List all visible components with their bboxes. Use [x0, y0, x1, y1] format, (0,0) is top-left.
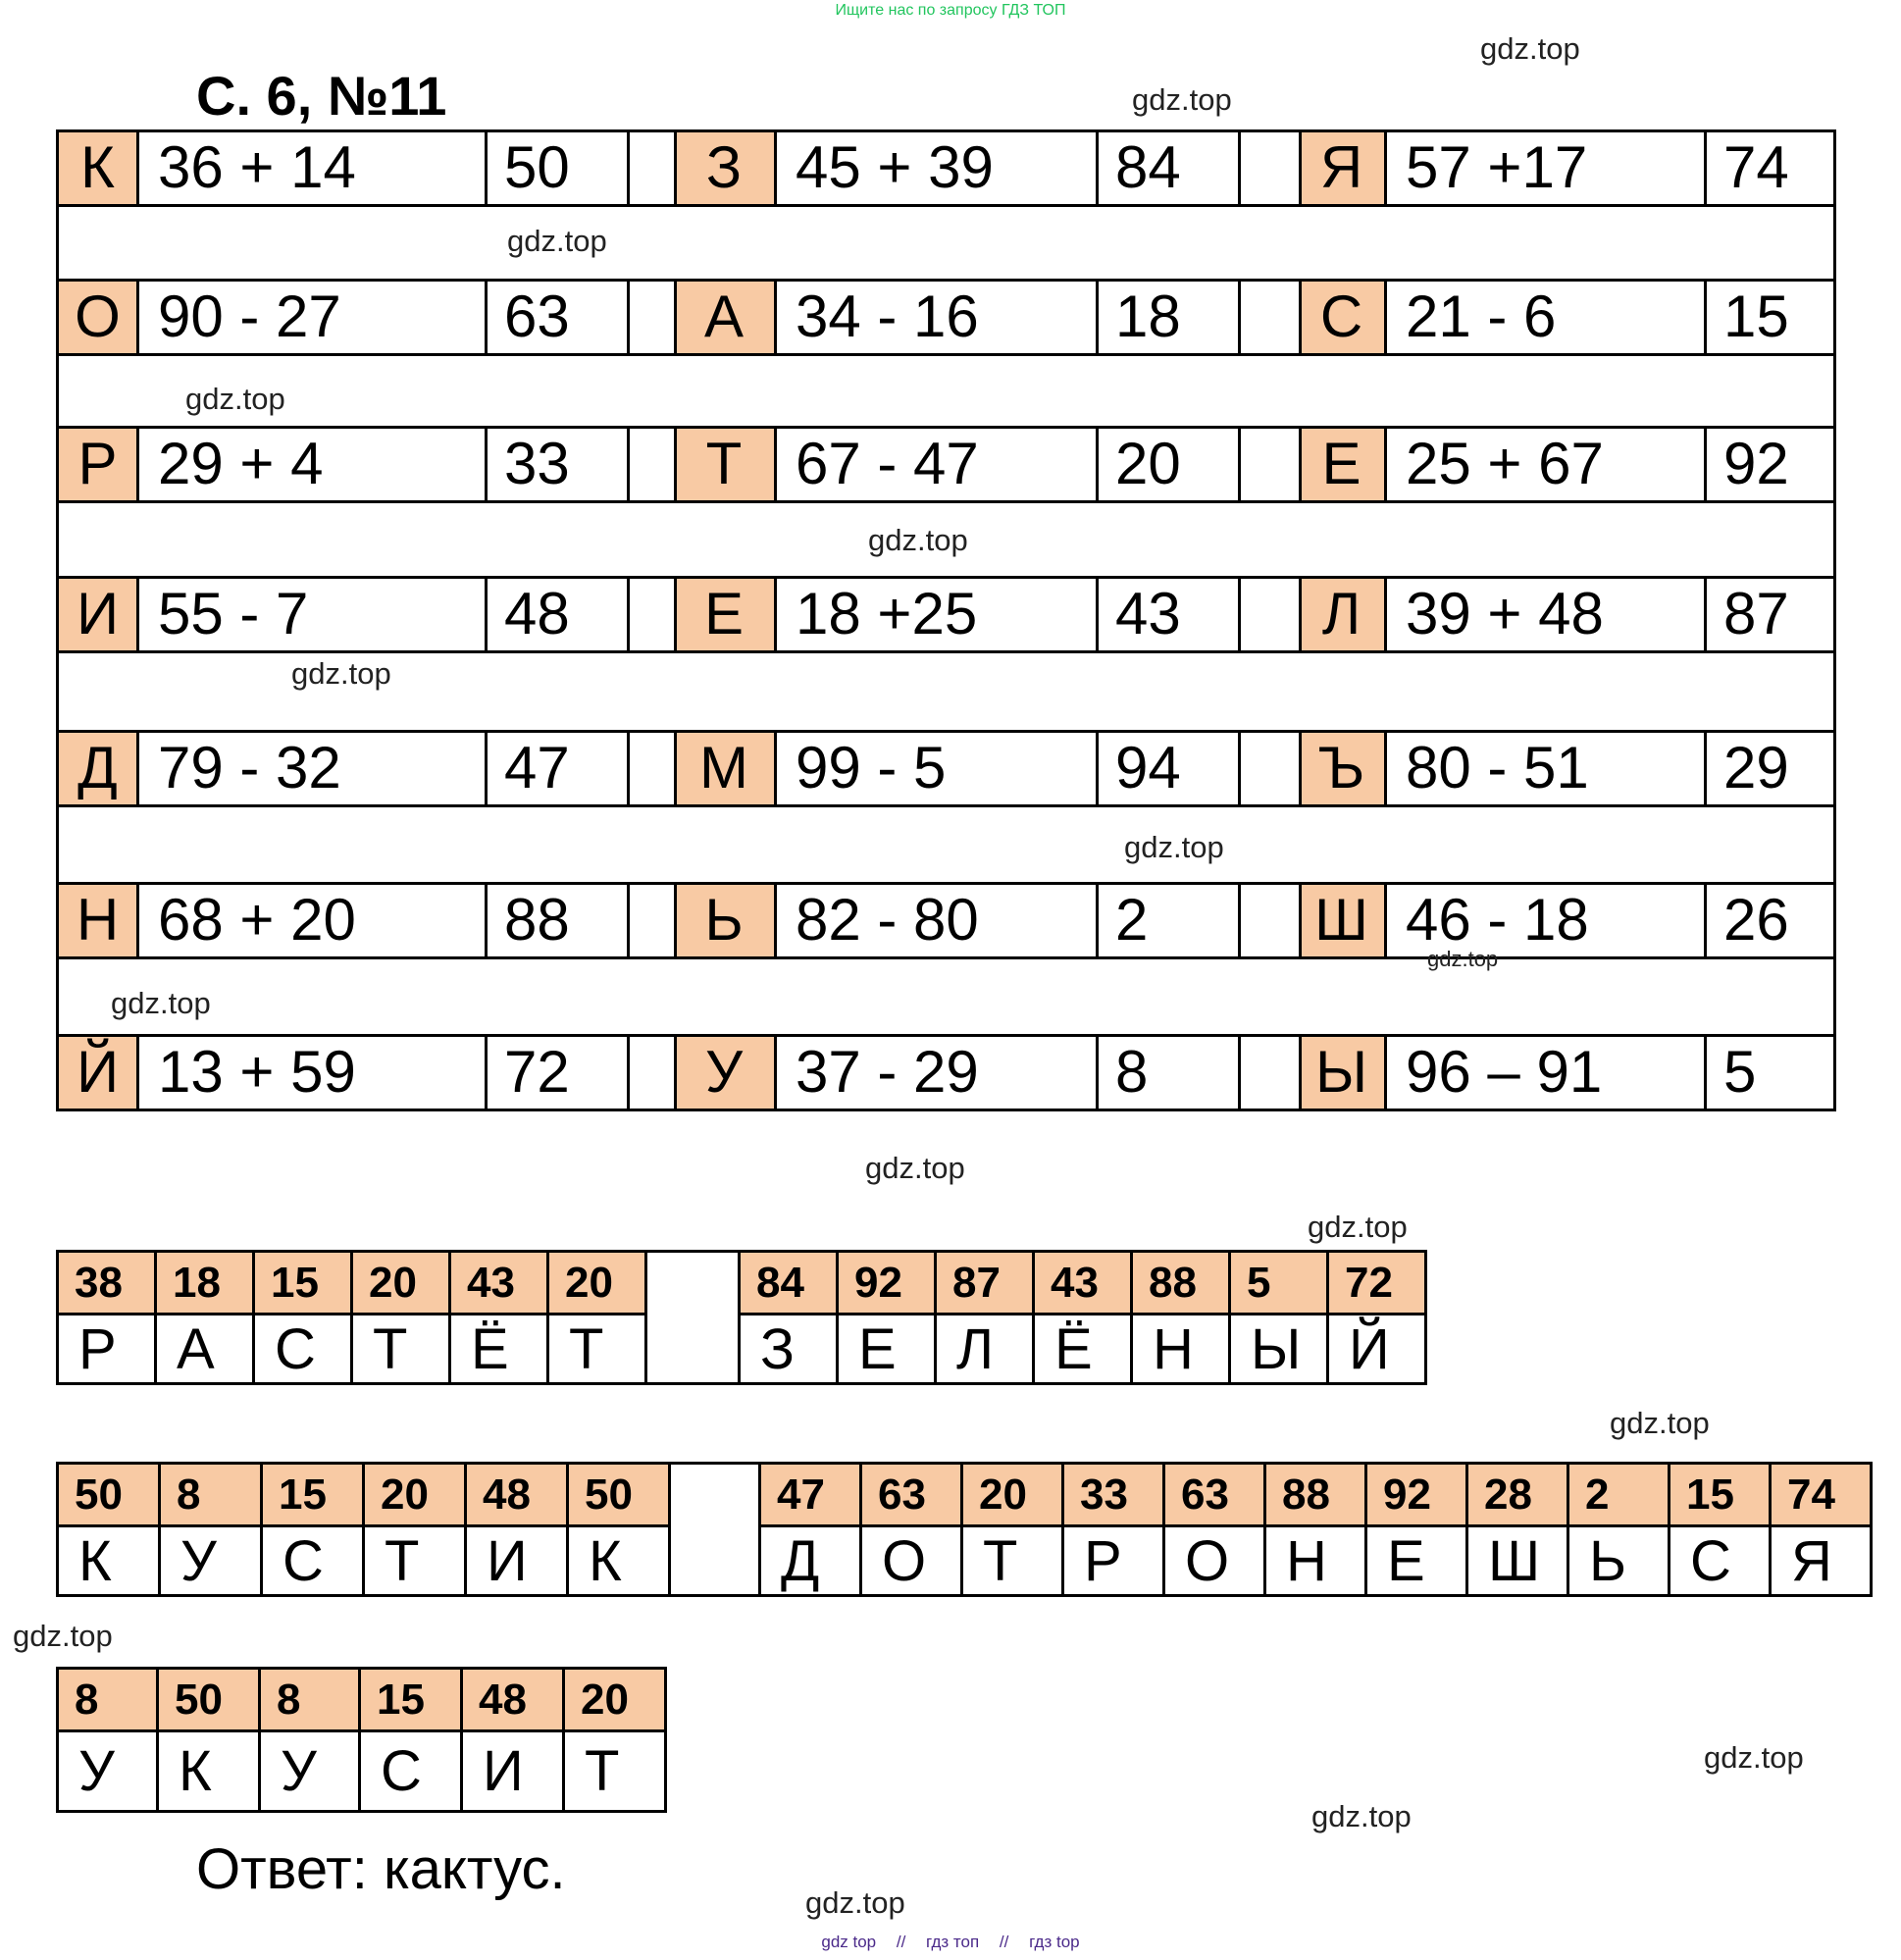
watermark: gdz.top [13, 1619, 113, 1653]
decoded-letter: Т [564, 1731, 666, 1812]
watermark: gdz.top [111, 986, 211, 1020]
watermark: gdz.top [1124, 830, 1224, 864]
grid-result: 92 [1723, 431, 1789, 496]
grid-letter: Е [703, 581, 745, 646]
decoded-letter: У [58, 1731, 158, 1812]
watermark: gdz.top [805, 1885, 905, 1920]
grid-expression: 57 +17 [1406, 134, 1588, 200]
grid-expression: 25 + 67 [1406, 431, 1604, 496]
watermark: gdz.top [1480, 31, 1580, 66]
code-number: 15 [360, 1669, 462, 1731]
code-number: 5 [1230, 1252, 1328, 1315]
watermark: gdz.top [1308, 1210, 1408, 1244]
watermark: gdz.top [1610, 1406, 1710, 1440]
code-number: 92 [1366, 1464, 1467, 1526]
grid-expression: 80 - 51 [1406, 735, 1589, 800]
grid-letter: Н [76, 887, 120, 953]
grid-letter: О [75, 284, 121, 349]
code-number: 43 [1034, 1252, 1132, 1315]
grid-result: 5 [1723, 1039, 1757, 1105]
grid-letter: Т [705, 431, 743, 496]
decoded-letter: К [568, 1526, 670, 1596]
grid-letter: М [699, 735, 748, 800]
code-number: 15 [254, 1252, 352, 1315]
code-number: 50 [158, 1669, 260, 1731]
grid-result: 84 [1115, 134, 1181, 200]
grid-expression: 36 + 14 [158, 134, 356, 200]
grid-letter: Л [1321, 581, 1362, 646]
grid-result: 43 [1115, 581, 1181, 646]
decoded-letter: О [861, 1526, 962, 1596]
code-number: 63 [1164, 1464, 1265, 1526]
decoded-letter: Ё [450, 1315, 548, 1384]
watermark: gdz.top [1132, 82, 1232, 117]
grid-expression: 82 - 80 [796, 887, 979, 953]
grid-expression: 18 +25 [796, 581, 978, 646]
grid-expression: 99 - 5 [796, 735, 947, 800]
code-number: 47 [760, 1464, 861, 1526]
code-number: 8 [58, 1669, 158, 1731]
decoded-letter: С [254, 1315, 352, 1384]
footer-links [0, 1932, 1901, 1953]
watermark: gdz.top [1704, 1740, 1804, 1775]
grid-expression: 90 - 27 [158, 284, 341, 349]
decoded-letter: Ш [1467, 1526, 1568, 1596]
grid-expression: 96 – 91 [1406, 1039, 1603, 1105]
grid-expression: 21 - 6 [1406, 284, 1557, 349]
watermark: gdz.top [865, 1151, 965, 1185]
code-number: 28 [1467, 1464, 1568, 1526]
decoded-letter: Я [1771, 1526, 1872, 1596]
code-number: 20 [548, 1252, 646, 1315]
grid-expression: 68 + 20 [158, 887, 356, 953]
grid-letter: И [76, 581, 120, 646]
grid-result: 48 [504, 581, 570, 646]
code-number: 88 [1132, 1252, 1230, 1315]
top-banner: Ищите нас по запросу ГДЗ ТОП [835, 2, 1066, 19]
grid-letter: У [704, 1039, 744, 1105]
grid-expression: 13 + 59 [158, 1039, 356, 1105]
decoded-letter: Ь [1568, 1526, 1670, 1596]
code-number: 92 [838, 1252, 936, 1315]
grid-letter: Ш [1314, 887, 1368, 953]
grid-expression: 34 - 16 [796, 284, 979, 349]
grid-result: 88 [504, 887, 570, 953]
decoded-letter: Т [548, 1315, 646, 1384]
grid-result: 74 [1723, 134, 1789, 200]
code-number: 50 [568, 1464, 670, 1526]
code-number: 18 [156, 1252, 254, 1315]
decoded-letter: Т [352, 1315, 450, 1384]
grid-letter: Ъ [1317, 735, 1365, 800]
decoded-letter: И [466, 1526, 568, 1596]
code-number: 2 [1568, 1464, 1670, 1526]
grid-letter: Р [77, 431, 118, 496]
grid-letter: Й [76, 1039, 120, 1105]
decoded-letter: Л [936, 1315, 1034, 1384]
code-number: 72 [1328, 1252, 1426, 1315]
grid-letter: Ы [1314, 1039, 1368, 1105]
grid-letter: Е [1321, 431, 1362, 496]
watermark: gdz.top [185, 382, 285, 416]
code-number: 20 [352, 1252, 450, 1315]
watermark: gdz.top [291, 656, 391, 691]
footer-link[interactable]: gdz top [821, 1933, 877, 1951]
grid-expression: 39 + 48 [1406, 581, 1604, 646]
grid-letter: Д [77, 735, 118, 800]
decoded-letter: К [58, 1526, 160, 1596]
code-number: 63 [861, 1464, 962, 1526]
decoded-letter: Р [1063, 1526, 1164, 1596]
grid-result: 20 [1115, 431, 1181, 496]
decoded-letter: С [360, 1731, 462, 1812]
code-number: 33 [1063, 1464, 1164, 1526]
decoded-letter: Р [58, 1315, 156, 1384]
code-number: 15 [1670, 1464, 1771, 1526]
code-number: 50 [58, 1464, 160, 1526]
grid-result: 72 [504, 1039, 570, 1105]
decoded-letter: Д [760, 1526, 861, 1596]
grid-result: 8 [1115, 1039, 1149, 1105]
decoded-letter: Е [838, 1315, 936, 1384]
decoded-letter: С [1670, 1526, 1771, 1596]
decoded-letter: Т [962, 1526, 1063, 1596]
code-number: 8 [260, 1669, 360, 1731]
grid-result: 26 [1723, 887, 1789, 953]
footer-link[interactable]: гдз top [1029, 1933, 1080, 1951]
decode-table [56, 1250, 1427, 1385]
code-number: 15 [262, 1464, 364, 1526]
footer-separator: // [896, 1933, 906, 1951]
decoded-letter: Т [364, 1526, 466, 1596]
code-number: 20 [962, 1464, 1063, 1526]
decode-table [56, 1667, 667, 1813]
watermark: gdz.top [507, 224, 607, 258]
decoded-letter: Ы [1230, 1315, 1328, 1384]
grid-result: 63 [504, 284, 570, 349]
page-title: С. 6, №11 [196, 65, 447, 127]
exercise-grid [56, 129, 1836, 1109]
grid-expression: 79 - 32 [158, 735, 341, 800]
decoded-letter: Н [1132, 1315, 1230, 1384]
footer-link[interactable]: гдз топ [926, 1933, 980, 1951]
grid-result: 50 [504, 134, 570, 200]
grid-expression: 55 - 7 [158, 581, 309, 646]
code-number: 8 [160, 1464, 262, 1526]
decoded-letter: Ё [1034, 1315, 1132, 1384]
decoded-letter: О [1164, 1526, 1265, 1596]
watermark: gdz.top [1427, 947, 1499, 971]
watermark: gdz.top [868, 523, 968, 557]
decoded-letter: К [158, 1731, 260, 1812]
footer-separator: // [999, 1933, 1009, 1951]
grid-expression: 46 - 18 [1406, 887, 1589, 953]
code-number: 38 [58, 1252, 156, 1315]
grid-letter: Ь [704, 887, 744, 953]
grid-expression: 29 + 4 [158, 431, 324, 496]
code-number: 84 [740, 1252, 838, 1315]
grid-result: 15 [1723, 284, 1789, 349]
decode-table [56, 1462, 1873, 1597]
decoded-letter: И [462, 1731, 564, 1812]
decoded-letter: У [260, 1731, 360, 1812]
grid-result: 47 [504, 735, 570, 800]
grid-result: 29 [1723, 735, 1789, 800]
word-gap [670, 1464, 760, 1596]
grid-result: 94 [1115, 735, 1181, 800]
grid-letter: Я [1319, 134, 1363, 200]
grid-expression: 67 - 47 [796, 431, 979, 496]
grid-result: 2 [1115, 887, 1149, 953]
code-number: 87 [936, 1252, 1034, 1315]
watermark: gdz.top [1311, 1799, 1412, 1833]
decoded-letter: З [740, 1315, 838, 1384]
code-number: 74 [1771, 1464, 1872, 1526]
answer-text: Ответ: кактус. [196, 1837, 566, 1901]
decoded-letter: А [156, 1315, 254, 1384]
grid-result: 87 [1723, 581, 1789, 646]
grid-letter: С [1319, 284, 1363, 349]
code-number: 43 [450, 1252, 548, 1315]
grid-expression: 37 - 29 [796, 1039, 979, 1105]
word-gap [646, 1252, 740, 1384]
decoded-letter: С [262, 1526, 364, 1596]
code-number: 88 [1265, 1464, 1366, 1526]
decoded-letter: Й [1328, 1315, 1426, 1384]
grid-letter: К [80, 134, 115, 200]
code-number: 48 [466, 1464, 568, 1526]
grid-result: 18 [1115, 284, 1181, 349]
code-number: 20 [364, 1464, 466, 1526]
decoded-letter: У [160, 1526, 262, 1596]
decoded-letter: Н [1265, 1526, 1366, 1596]
grid-result: 33 [504, 431, 570, 496]
code-number: 20 [564, 1669, 666, 1731]
grid-expression: 45 + 39 [796, 134, 994, 200]
grid-letter: А [703, 284, 745, 349]
code-number: 48 [462, 1669, 564, 1731]
decoded-letter: Е [1366, 1526, 1467, 1596]
grid-letter: З [705, 134, 743, 200]
